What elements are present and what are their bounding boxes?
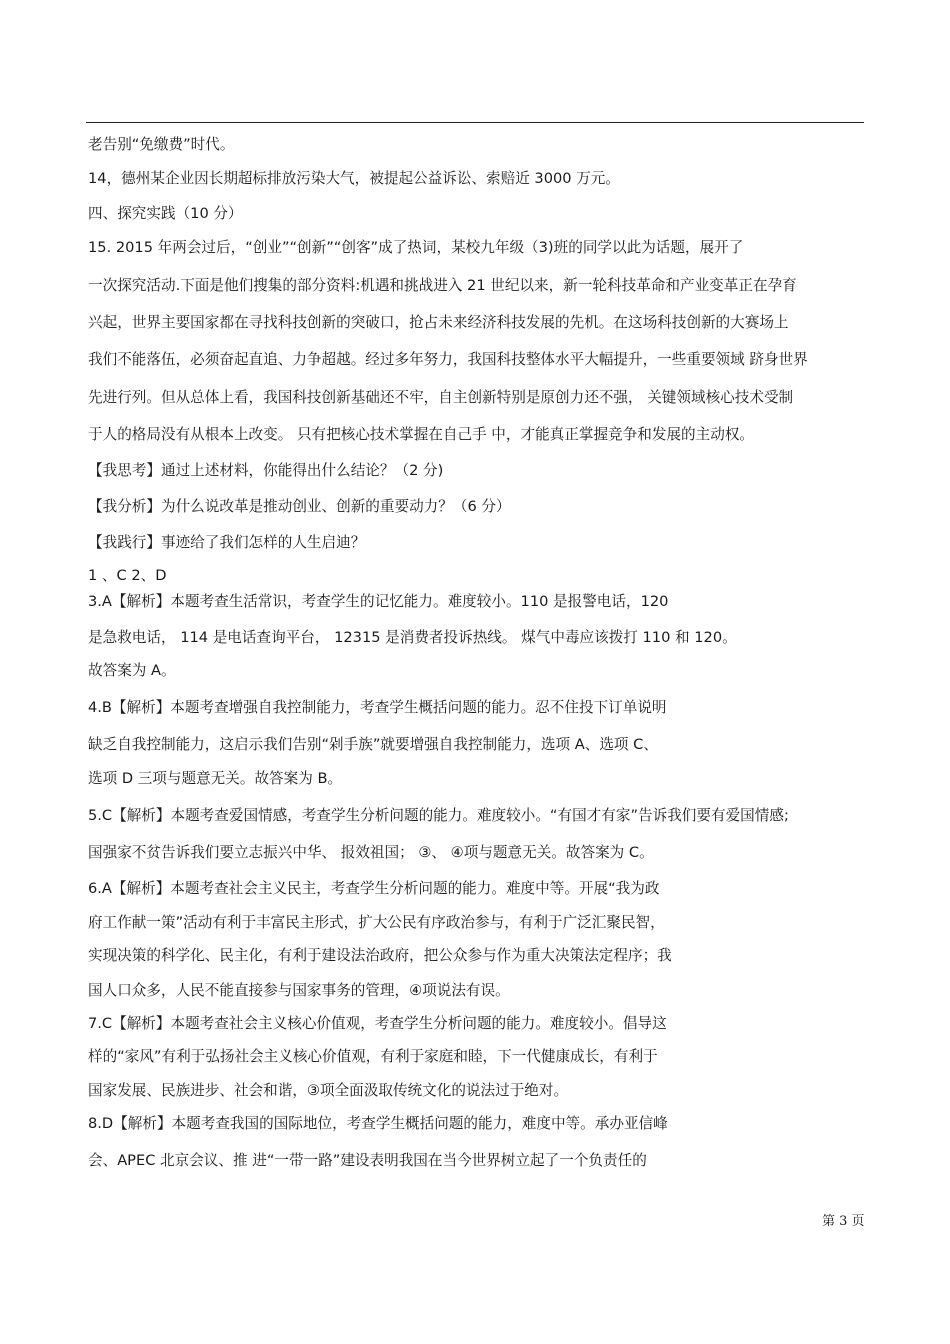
page-number: 第 3 页 — [822, 1214, 865, 1229]
text-line: 【我分析】为什么说改革是推动创业、创新的重要动力？（6 分） — [88, 498, 511, 515]
text-line: 故答案为 A。 — [88, 662, 176, 679]
text-line: 是急救电话， 114 是电话查询平台， 12315 是消费者投诉热线。 煤气中毒应该拨打 110 和 120。 — [88, 629, 737, 646]
header-rule — [86, 122, 864, 123]
text-line: 14，德州某企业因长期超标排放污染大气，被提起公益诉讼、索赔近 3000 万元。 — [88, 170, 620, 187]
text-line: 老告别“免缴费”时代。 — [88, 136, 235, 153]
text-line: 15. 2015 年两会过后，“创业”“创新”“创客”成了热词，某校九年级（3)班的同学以此为话题，展开了 — [88, 239, 744, 256]
text-line: 国强家不贫告诉我们要立志振兴中华、 报效祖国； ③、 ④项与题意无关。故答案为 C。 — [88, 844, 654, 861]
text-line: 3.A【解析】本题考查生活常识，考查学生的记忆能力。难度较小。110 是报警电话，120 — [88, 593, 669, 610]
text-line: 府工作献一策”活动有利于丰富民主形式，扩大公民有序政治参与，有利于广泛汇聚民智， — [88, 914, 665, 931]
text-line: 我们不能落伍，必须奋起直追、力争超越。经过多年努力，我国科技整体水平大幅提升，一些重要领域 跻身世界 — [88, 351, 808, 368]
text-line: 4.B【解析】本题考查增强自我控制能力，考查学生概括问题的能力。忍不住投下订单说明 — [88, 699, 667, 716]
text-line: 一次探究活动.下面是他们搜集的部分资料:机遇和挑战进入 21 世纪以来，新一轮科技革命和产业变革正在孕育 — [88, 277, 797, 294]
text-line: 实现决策的科学化、民主化，有利于建设法治政府，把公众参与作为重大决策法定程序；我 — [88, 947, 672, 964]
text-line: 【我思考】通过上述材料，你能得出什么结论？（2 分) — [88, 462, 444, 479]
text-line: 5.C【解析】本题考查爱国情感，考查学生分析问题的能力。难度较小。“有国才有家”告诉我们要有爱国情感; — [88, 807, 789, 824]
section-heading: 四、探究实践（10 分） — [88, 205, 243, 222]
text-line: 于人的格局没有从根本上改变。 只有把核心技术掌握在自己手 中，才能真正掌握竞争和发展的主动权。 — [88, 426, 755, 443]
text-line: 缺乏自我控制能力，这启示我们告别“剁手族”就要增强自我控制能力，选项 A、选项 C、 — [88, 736, 658, 753]
text-line: 先进行列。但从总体上看，我国科技创新基础还不牢，自主创新特别是原创力还不强， 关键领域核心技术受制 — [88, 389, 794, 406]
text-line: 【我践行】事迹给了我们怎样的人生启迪？ — [88, 534, 366, 551]
text-line: 会、APEC 北京会议、推 进“一带一路”建设表明我国在当今世界树立起了一个负责任的 — [88, 1152, 647, 1169]
text-line: 选项 D 三项与题意无关。故答案为 B。 — [88, 770, 343, 787]
text-line: 8.D【解析】本题考查我国的国际地位，考查学生概括问题的能力，难度中等。承办亚信峰 — [88, 1115, 668, 1132]
text-line: 6.A【解析】本题考查社会主义民主，考查学生分析问题的能力。难度中等。开展“我为政 — [88, 880, 660, 897]
text-line: 7.C【解析】本题考查社会主义核心价值观，考查学生分析问题的能力。难度较小。倡导这 — [88, 1015, 667, 1032]
text-line: 国家发展、民族进步、社会和谐，③项全面汲取传统文化的说法过于绝对。 — [88, 1082, 569, 1099]
text-line: 样的“家风”有利于弘扬社会主义核心价值观，有利于家庭和睦，下一代健康成长，有利于 — [88, 1048, 658, 1065]
text-line: 兴起，世界主要国家都在寻找科技创新的突破口，抢占未来经济科技发展的先机。在这场科技创新的大赛场上 — [88, 314, 789, 331]
text-line: 1 、C 2、D — [88, 567, 167, 584]
text-line: 国人口众多，人民不能直接参与国家事务的管理，④项说法有误。 — [88, 982, 510, 999]
